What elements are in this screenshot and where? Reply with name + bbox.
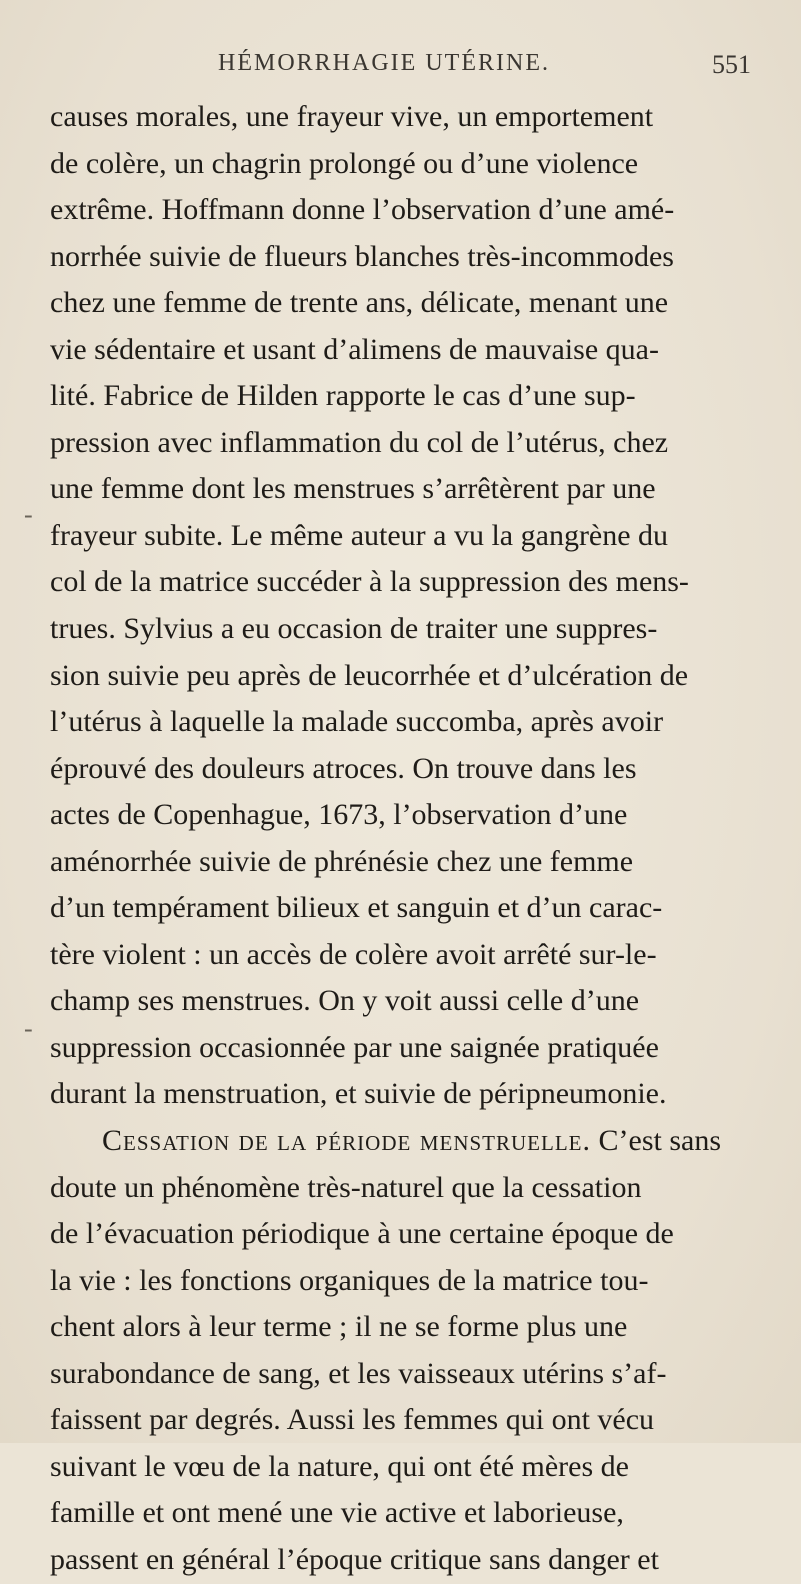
text-line: trues. Sylvius a eu occasion de traiter une suppres- [50, 612, 658, 646]
margin-mark: - [24, 1014, 33, 1043]
text-line: sion suivie peu après de leucorrhée et d’ulcération de [50, 658, 689, 692]
text-line: vie sédentaire et usant d’alimens de mauvaise qua- [50, 332, 659, 366]
text-line: causes morales, une frayeur vive, un emportement [50, 100, 654, 133]
text-line: famille et ont mené une vie active et laborieuse, [50, 1496, 624, 1530]
text-line: lité. Fabrice de Hilden rapporte le cas d’une sup- [50, 379, 636, 413]
margin-mark: - [24, 500, 33, 529]
text-fragment: C’est sans [598, 1124, 721, 1158]
text-line: actes de Copenhague, 1673, l’observation d’une [50, 798, 628, 832]
section-heading: Cessation de la période menstruelle. [102, 1124, 591, 1158]
text-line: chent alors à leur terme ; il ne se forme plus une [50, 1310, 628, 1344]
text-line: passent en général l’époque critique sans danger et [50, 1542, 659, 1576]
text-line: champ ses menstrues. On y voit aussi celle d’une [50, 984, 640, 1018]
text-line: durant la menstruation, et suivie de péripneumonie. [50, 1077, 667, 1111]
running-title: HÉMORRHAGIE UTÉRINE. [218, 50, 550, 76]
text-line: la vie : les fonctions organiques de la matrice tou- [50, 1263, 649, 1297]
section-heading-line [50, 1118, 762, 1165]
text-line: suppression occasionnée par une saignée pratiquée [50, 1030, 659, 1064]
text-line: de l’évacuation périodique à une certaine époque de [50, 1217, 674, 1251]
text-line: tère violent : un accès de colère avoit arrêté sur-le- [50, 937, 657, 971]
text-line: doute un phénomène très-naturel que la cessation [50, 1170, 642, 1204]
text-line: suivant le vœu de la nature, qui ont été mères de [50, 1449, 629, 1483]
text-line: aménorrhée suivie de phrénésie chez une femme [50, 844, 634, 878]
text-line: une femme dont les menstrues s’arrêtèrent par une [50, 472, 656, 506]
text-line: chez une femme de trente ans, délicate, menant une [50, 286, 669, 320]
text-line: de colère, un chagrin prolongé ou d’une violence [50, 146, 639, 180]
text-line: d’un tempérament bilieux et sanguin et d’un carac- [50, 891, 663, 925]
text-line: surabondance de sang, et les vaisseaux utérins s’af- [50, 1356, 667, 1390]
text-line: l’utérus à laquelle la malade succomba, après avoir [50, 705, 664, 739]
text-line: col de la matrice succéder à la suppression des mens- [50, 565, 689, 599]
text-line: frayeur subite. Le même auteur a vu la gangrène du [50, 518, 669, 552]
text-line: éprouvé des douleurs atroces. On trouve dans les [50, 751, 637, 785]
text-line: faissent par degrés. Aussi les femmes qui ont vécu [50, 1403, 655, 1437]
text-line: norrhée suivie de flueurs blanches très-incommodes [50, 239, 674, 273]
text-line: pression avec inflammation du col de l’utérus, chez [50, 425, 669, 459]
body-text [50, 94, 762, 1584]
page-number: 551 [712, 50, 751, 79]
text-line: extrême. Hoffmann donne l’observation d’une amé- [50, 193, 675, 227]
page-header [0, 50, 801, 90]
